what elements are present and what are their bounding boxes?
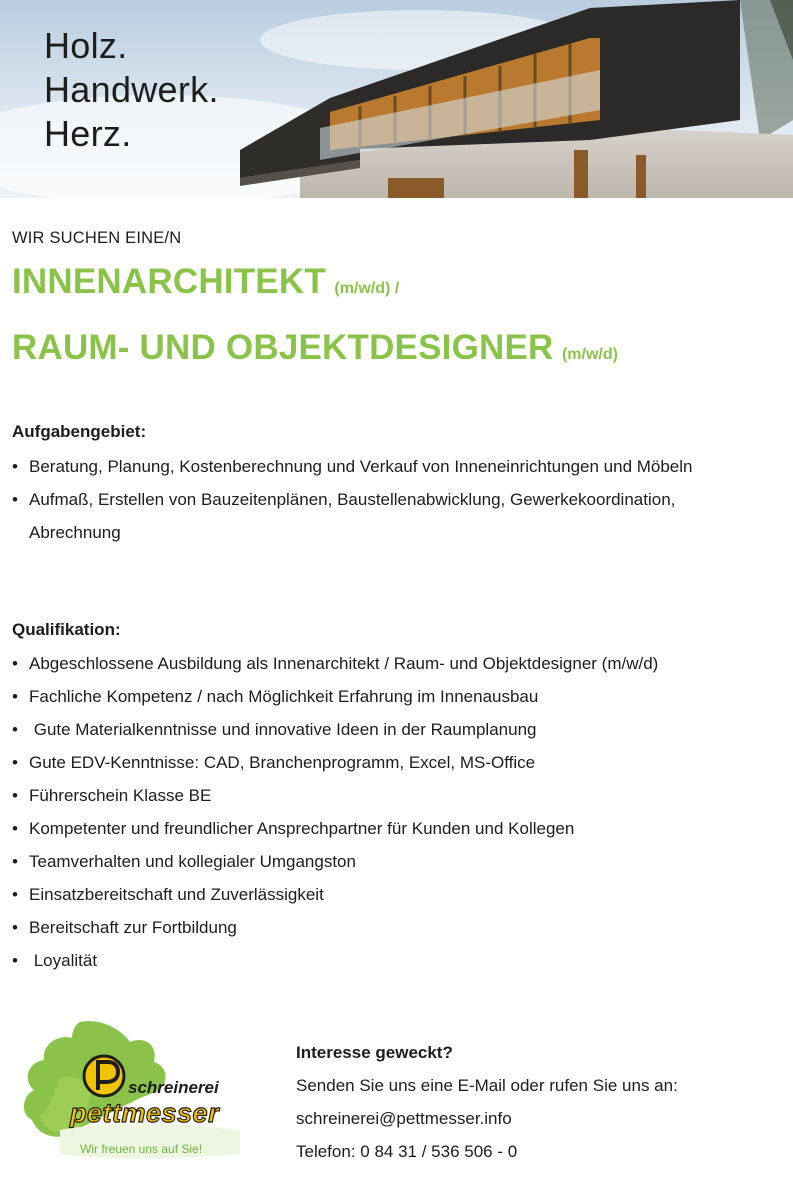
list-item: • Gute EDV-Kenntnisse: CAD, Branchenprogramm, Excel, MS-Office — [12, 753, 536, 772]
slogan-line-1: Holz. — [44, 25, 128, 66]
tasks-list — [12, 450, 752, 549]
list-item: • Bereitschaft zur Fortbildung — [12, 918, 237, 937]
slogan-line-3: Herz. — [44, 113, 132, 154]
list-item: • Teamverhalten und kollegialer Umgangston — [12, 852, 356, 871]
job-title-1-suffix: (m/w/d) / — [334, 280, 400, 297]
list-item: • Aufmaß, Erstellen von Bauzeitenplänen, Baustellenabwicklung, Gewerkekoordination, Abrechnung — [12, 490, 676, 542]
contact-block — [296, 1036, 678, 1168]
list-item: • Einsatzbereitschaft und Zuverlässigkeit — [12, 885, 324, 904]
list-item: • Loyalität — [12, 951, 98, 970]
job-title-1 — [12, 262, 399, 302]
hero-slogan — [44, 24, 219, 156]
list-item: • Beratung, Planung, Kostenberechnung und Verkauf von Inneneinrichtungen und Möbeln — [12, 457, 693, 476]
logo-line-1: schreinerei — [128, 1078, 219, 1097]
logo-tagline: Wir freuen uns auf Sie! — [80, 1142, 203, 1156]
contact-phone[interactable]: Telefon: 0 84 31 / 536 506 - 0 — [296, 1142, 518, 1161]
list-item: • Führerschein Klasse BE — [12, 786, 212, 805]
contact-email[interactable]: schreinerei@pettmesser.info — [296, 1109, 512, 1128]
qualification-list — [12, 647, 732, 977]
contact-heading: Interesse geweckt? — [296, 1043, 453, 1062]
list-item: • Abgeschlossene Ausbildung als Innenarchitekt / Raum- und Objektdesigner (m/w/d) — [12, 654, 659, 673]
qualification-heading: Qualifikation: — [12, 620, 121, 639]
company-logo — [20, 1018, 270, 1168]
contact-text: Senden Sie uns eine E-Mail oder rufen Sie uns an: — [296, 1076, 678, 1095]
job-title-2-suffix: (m/w/d) — [561, 346, 618, 363]
job-title-2 — [12, 328, 618, 368]
slogan-line-2: Handwerk. — [44, 69, 219, 110]
logo-line-2: pettmesser — [70, 1098, 220, 1128]
list-item: • Kompetenter und freundlicher Ansprechpartner für Kunden und Kollegen — [12, 819, 575, 838]
list-item: • Gute Materialkenntnisse und innovative Ideen in der Raumplanung — [12, 720, 537, 739]
hero-banner — [0, 0, 793, 198]
job-title-1-main: INNENARCHITEKT — [12, 262, 326, 301]
tasks-heading: Aufgabengebiet: — [12, 422, 147, 441]
intro-text: WIR SUCHEN EINE/N — [12, 229, 182, 247]
job-title-2-main: RAUM- UND OBJEKTDESIGNER — [12, 328, 554, 367]
list-item: • Fachliche Kompetenz / nach Möglichkeit Erfahrung im Innenausbau — [12, 687, 539, 706]
